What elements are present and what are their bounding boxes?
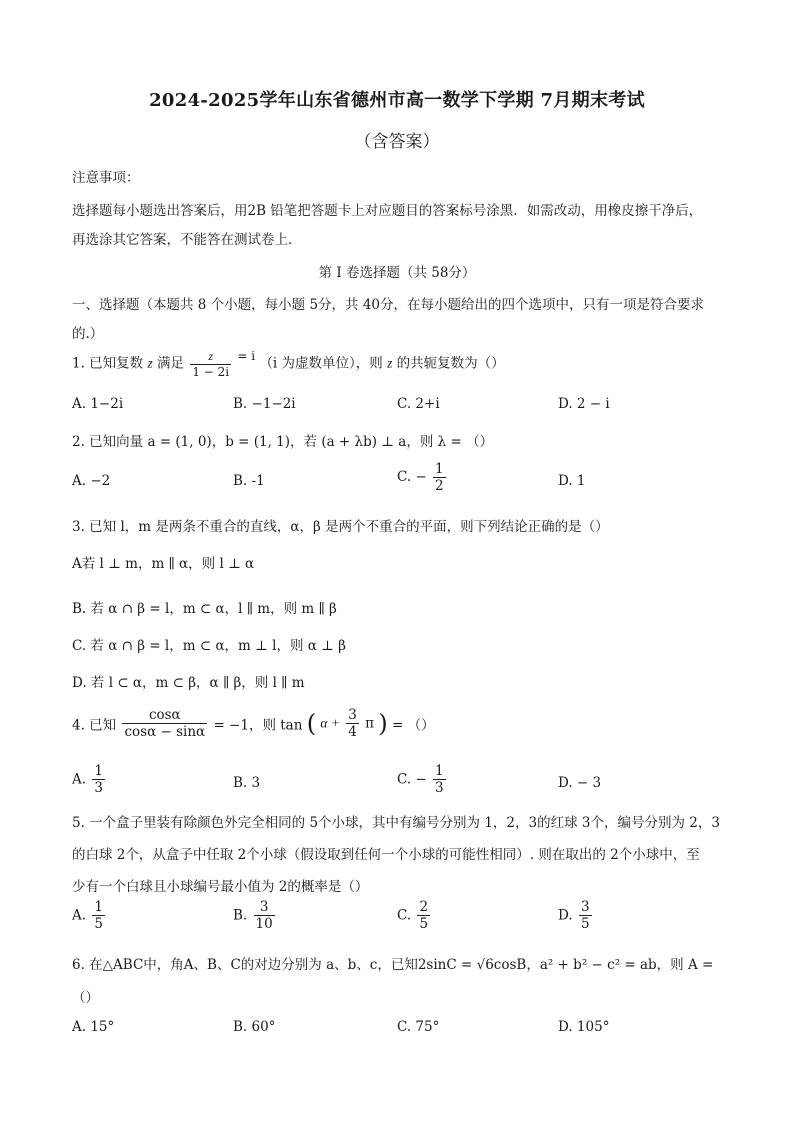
q6-option-a: A. 15° (72, 1019, 115, 1035)
notice-line-1: 选择题每小题选出答案后，用2B 铅笔把答题卡上对应题目的答案标号涂黑．如需改动，用橡皮擦干净后， (72, 203, 703, 219)
q4-a-den: 3 (94, 780, 103, 797)
q5-a-den: 5 (94, 916, 103, 933)
notice-heading: 注意事项： (72, 170, 140, 186)
q1-fraction (190, 350, 231, 378)
q4-c-fraction (433, 764, 446, 795)
notice-line-2: 再选涂其它答案，不能答在测试卷上． (72, 232, 302, 248)
q4-c-den: 3 (435, 780, 444, 797)
q5-c-den: 5 (419, 916, 429, 933)
q5-c-label: C. (397, 907, 412, 924)
q4-eq: = −1，则 tan (213, 717, 303, 734)
question-5-line-2: 的白球 2个，从盒子中任取 2个小球（假设取到任何一个小球的可能性相同）. 则在取出的 2个小球中，至 (72, 847, 700, 863)
q5-c-num: 2 (419, 899, 429, 915)
q3-option-c: C. 若 α ∩ β = l，m ⊂ α，m ⊥ l，则 α ⊥ β (72, 638, 346, 654)
q3-option-d: D. 若 l ⊂ α，m ⊂ β，α ∥ β，则 l ∥ m (72, 675, 305, 691)
q1-z: z (147, 355, 153, 371)
question-3-stem: 3. 已知 l，m 是两条不重合的直线，α，β 是两个不重合的平面，则下列结论正确的是（） (72, 519, 609, 535)
q1-option-d: D. 2 − i (558, 396, 610, 412)
q4-arg-num: 3 (348, 707, 357, 723)
q2-option-d: D. 1 (558, 473, 586, 489)
q4-c-num: 1 (435, 763, 444, 779)
q6-option-d: D. 105° (558, 1019, 610, 1035)
q4-option-a (72, 764, 107, 795)
q4-fraction (122, 708, 207, 739)
q5-d-fraction (579, 900, 592, 931)
q3-option-a: A若 l ⊥ m，m ∥ α，则 l ⊥ α (72, 556, 255, 572)
q5-b-den: 10 (255, 916, 273, 933)
q5-a-fraction (92, 900, 105, 931)
q1-option-a: A. 1−2i (72, 396, 124, 412)
q1-pre: 1. 已知复数 (72, 355, 144, 372)
section-intro-2: 的.） (72, 326, 104, 342)
q1-frac-num: z (190, 350, 231, 365)
q5-a-num: 1 (94, 899, 103, 915)
q4-pre: 4. 已知 (72, 717, 117, 734)
q5-c-fraction (417, 900, 430, 931)
q5-b-num: 3 (254, 900, 275, 916)
q4-arg-pre: α + (320, 715, 340, 731)
question-6-stem-2: （） (72, 990, 99, 1006)
q5-option-a (72, 900, 107, 931)
page-title: 2024-2025学年山东省德州市高一数学下学期 7月期末考试 (149, 90, 645, 111)
q2-c-pre: C. − (397, 469, 427, 486)
q6-option-b: B. 60° (233, 1019, 276, 1035)
q4-arg-fraction (346, 708, 359, 739)
q2-c-num: 1 (435, 461, 444, 477)
q4-frac-num: cosα (122, 708, 207, 724)
q6-option-c: C. 75° (397, 1019, 440, 1035)
question-2-stem: 2. 已知向量 a = (1, 0)，b = (1, 1)，若 (a + λb) ⊥ a，则 λ = （） (72, 434, 494, 450)
q5-option-c (397, 900, 432, 931)
q5-option-d (558, 900, 594, 931)
q5-d-label: D. (558, 907, 573, 924)
q4-c-pre: C. − (397, 771, 427, 788)
q4-a-pre: A. (72, 771, 87, 788)
page-subtitle: （含答案） (354, 132, 440, 152)
q5-b-fraction (254, 900, 275, 931)
q4-option-b: B. 3 (233, 775, 261, 791)
question-5-line-3: 少有一个白球且小球编号最小值为 2的概率是（） (72, 879, 369, 895)
q4-arg-den: 4 (348, 724, 357, 741)
q1-eq: = i (237, 348, 256, 363)
q1-post1: （i 为虚数单位），则 (259, 355, 383, 372)
q2-option-b: B. -1 (233, 473, 265, 489)
q4-option-c (397, 764, 448, 795)
q4-arg-post: π (365, 715, 375, 732)
q4-left-paren: ( (306, 709, 317, 738)
q1-option-b: B. −1−2i (233, 396, 296, 412)
q4-a-fraction (92, 764, 105, 795)
q1-post2: 的共轭复数为（） (396, 355, 505, 372)
q3-option-b: B. 若 α ∩ β = l，m ⊂ α，l ∥ m，则 m ∥ β (72, 601, 337, 617)
q5-d-den: 5 (580, 916, 590, 933)
q2-c-fraction (433, 462, 446, 493)
question-6-stem: 6. 在△ABC中，角A、B、C的对边分别为 a、b、c，已知2sinC = √6cosB，a² + b² − c² = ab，则 A = (72, 957, 714, 973)
section-intro-1: 一、选择题（本题共 8 个小题，每小题 5分，共 40分，在每小题给出的四个选项中，只有一项是符合要求 (72, 297, 705, 313)
q4-right-paren: ) (378, 709, 388, 738)
q1-mid: 满足 (157, 355, 185, 372)
q2-c-den: 2 (435, 478, 444, 495)
q5-d-num: 3 (580, 899, 590, 915)
q5-a-label: A. (72, 907, 87, 924)
question-4-stem (72, 708, 435, 739)
q4-post: = （） (392, 717, 435, 734)
question-5-line-1: 5. 一个盒子里装有除颜色外完全相同的 5个小球，其中有编号分别为 1，2，3的红球 3个，编号分别为 2，3 (72, 815, 720, 831)
q2-option-c (397, 462, 448, 493)
section-title: 第 I 卷选择题（共 58分） (318, 265, 476, 281)
question-1-stem (72, 350, 505, 378)
q5-b-label: B. (233, 907, 248, 924)
q1-frac-den: 1 − 2i (192, 364, 230, 379)
q1-option-c: C. 2+i (397, 396, 440, 412)
q1-z-2: z (387, 355, 393, 371)
q4-option-d: D. − 3 (558, 775, 602, 791)
q5-option-b (233, 900, 277, 931)
q4-frac-den: cosα − sinα (124, 724, 206, 741)
q4-a-num: 1 (94, 763, 103, 779)
q2-option-a: A. −2 (72, 473, 111, 489)
